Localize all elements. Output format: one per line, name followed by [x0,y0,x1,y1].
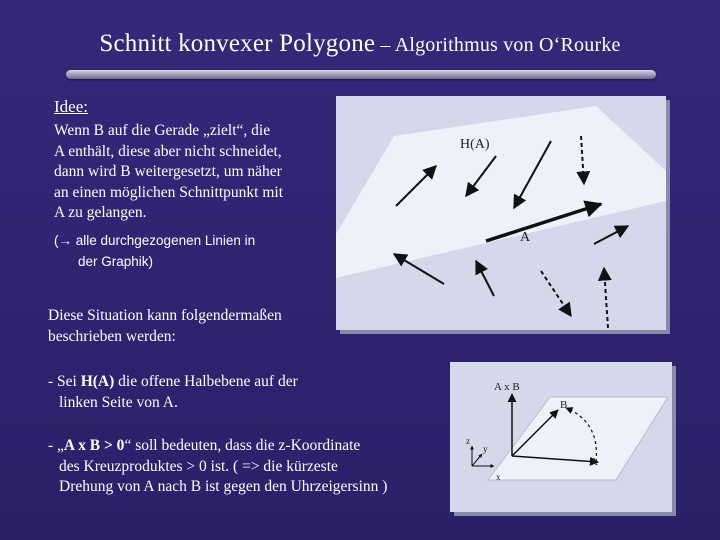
idee-line: Wenn B auf die Gerade „zielt“, die [54,122,271,139]
note-line-2: der Graphik) [78,254,154,269]
halfplane-definition [48,372,368,413]
dashed-arrow [541,271,571,316]
idee-line: an einen möglichen Schnittpunkt mit [54,183,284,201]
axis-y-label: y [483,444,488,454]
a-label: A [590,456,598,468]
slide-title [0,30,720,58]
cross-definition-line-2: des Kreuzproduktes > 0 ist. ( => die kürzeste [59,457,338,475]
axis-x-label: x [496,472,501,482]
situation-text [48,306,348,347]
plane-parallelogram [488,397,668,480]
cross-prefix: - „ [48,437,64,454]
solid-arrow [594,226,628,244]
halfplane-definition-line-1 [48,372,368,393]
vector-a-label: A [520,230,531,245]
halfplane-region [336,106,666,278]
axis-z-label: z [466,436,470,446]
halfplane-term: H(A) [80,373,115,390]
idee-line: A enthält, diese aber nicht schneidet, [54,142,282,160]
cross-product-diagram [450,362,672,512]
idee-note [54,230,255,272]
idee-heading: Idee: [54,97,88,116]
cross-definition-line-3: Drehung von A nach B ist gegen den Uhrzeigersinn ) [59,478,388,495]
b-label: B [560,399,568,411]
note-line-1: (→ alle durchgezogenen Linien in [54,233,256,248]
situation-line-1: Diese Situation kann folgendermaßen [48,307,282,324]
halfplane-label: H(A) [460,137,490,152]
title-main: Schnitt konvexer Polygone [99,30,376,57]
cross-definition-line-1 [48,436,468,457]
halfplane-prefix: - Sei [48,373,81,390]
halfplane-rest: die offene Halbebene auf der [114,373,298,390]
cross-product-figure [450,362,676,516]
title-sub: – Algorithmus von O‘Rourke [375,34,621,56]
situation-line-2: beschrieben werden: [48,327,176,345]
idee-line: A zu gelangen. [54,204,147,221]
cross-rest: “ soll bedeuten, dass die z-Koordinate [124,437,361,454]
dashed-arrow [604,268,608,328]
idee-line: dann wird B weitergesetzt, um näher [54,163,282,180]
halfplane-diagram [336,96,666,330]
axb-label: A x B [494,381,520,393]
solid-arrow [476,261,494,296]
halfplane-figure [336,96,670,334]
cross-product-definition [48,436,468,498]
halfplane-definition-line-2: linken Seite von A. [59,393,178,411]
idee-body [54,121,344,224]
cross-term: A x B > 0 [63,437,125,454]
axis-y [472,454,482,466]
title-underline-bar [66,70,656,79]
